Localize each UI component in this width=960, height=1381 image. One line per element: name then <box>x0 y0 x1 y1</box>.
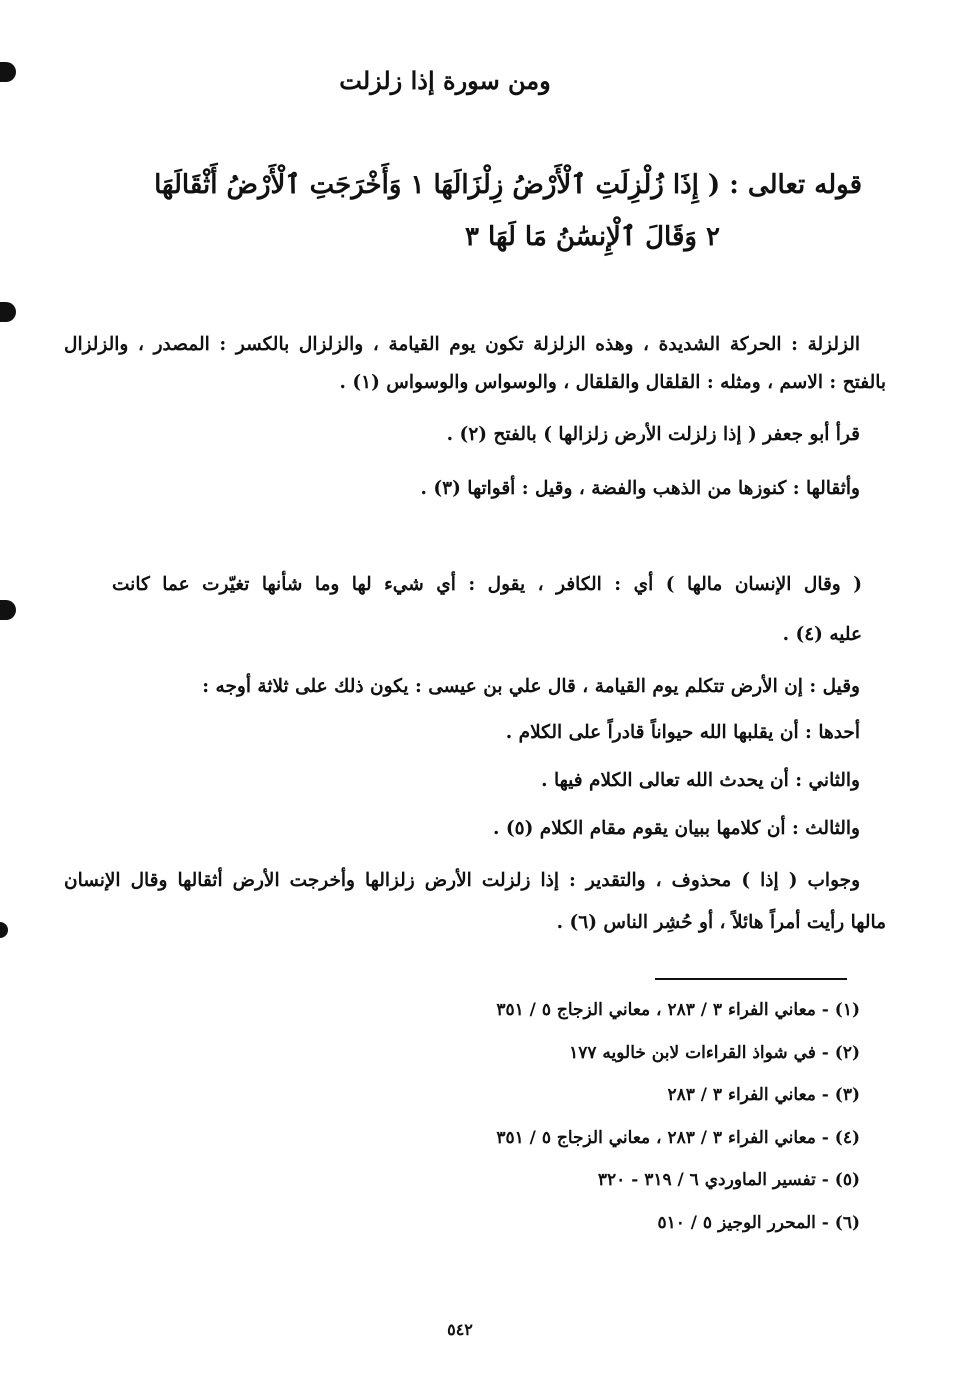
body-paragraph-line: بالفتح : الاسم ، ومثله : القلقال والقلقال ، والوسواس والوسواس (١) . <box>339 372 886 393</box>
footnote: (١) - معاني الفراء ٣ / ٢٨٣ ، معاني الزجاج ٥ / ٣٥١ <box>496 1000 860 1020</box>
footnote: (٣) - معاني الفراء ٣ / ٢٨٣ <box>667 1085 860 1105</box>
footnote: (٢) - في شواذ القراءات لابن خالويه ١٧٧ <box>569 1043 860 1063</box>
footnote-separator <box>655 978 847 980</box>
punch-hole-mark <box>0 922 8 938</box>
surah-title: ومن سورة إذا زلزلت <box>339 66 551 95</box>
footnote: (٤) - معاني الفراء ٣ / ٢٨٣ ، معاني الزجاج ٥ / ٣٥١ <box>496 1128 860 1148</box>
body-paragraph-line: ( وقال الإنسان مالها ) أي : الكافر ، يقول : أي شيء لها وما شأنها تغيّرت عما كانت <box>112 574 862 595</box>
punch-hole-mark <box>0 62 16 82</box>
body-paragraph-line: وقيل : إن الأرض تتكلم يوم القيامة ، قال علي بن عيسى : يكون ذلك على ثلاثة أوجه : <box>202 676 860 697</box>
punch-hole-mark <box>0 600 16 620</box>
body-paragraph-line: وجواب ( إذا ) محذوف ، والتقدير : إذا زلزلت الأرض زلزالها وأخرجت الأرض أثقالها وقال الإنسان <box>64 870 860 891</box>
punch-hole-mark <box>0 302 16 322</box>
body-paragraph-line: والثالث : أن كلامها ببيان يقوم مقام الكلام (٥) . <box>493 818 860 839</box>
footnote: (٦) - المحرر الوجيز ٥ / ٥١٠ <box>657 1213 860 1233</box>
body-paragraph-line: مالها رأيت أمراً هائلاً ، أو حُشِر الناس (٦) . <box>556 912 886 933</box>
body-paragraph-line: أحدها : أن يقلبها الله حيواناً قادراً على الكلام . <box>505 722 860 743</box>
body-paragraph-line: وأثقالها : كنوزها من الذهب والفضة ، وقيل : أقواتها (٣) . <box>420 478 860 499</box>
body-paragraph-line: والثاني : أن يحدث الله تعالى الكلام فيها . <box>541 770 860 791</box>
page-number: ٥٤٢ <box>447 1320 473 1339</box>
footnote: (٥) - تفسير الماوردي ٦ / ٣١٩ - ٣٢٠ <box>597 1170 860 1190</box>
verse-line: ٢ وَقَالَ ٱلْإِنسَٰنُ مَا لَهَا ٣ <box>465 222 720 252</box>
body-paragraph-line: عليه (٤) . <box>782 624 862 645</box>
body-paragraph-line: الزلزلة : الحركة الشديدة ، وهذه الزلزلة تكون يوم القيامة ، والزلزال بالكسر : المصدر ، والزلزال <box>64 334 860 355</box>
verse-line: قوله تعالى : ( إِذَا زُلْزِلَتِ ٱلْأَرْضُ زِلْزَالَهَا ١ وَأَخْرَجَتِ ٱلْأَرْضُ أَثْقَالَهَا <box>154 170 862 200</box>
body-paragraph-line: قرأ أبو جعفر ( إذا زلزلت الأرض زلزالها ) بالفتح (٢) . <box>446 424 860 445</box>
